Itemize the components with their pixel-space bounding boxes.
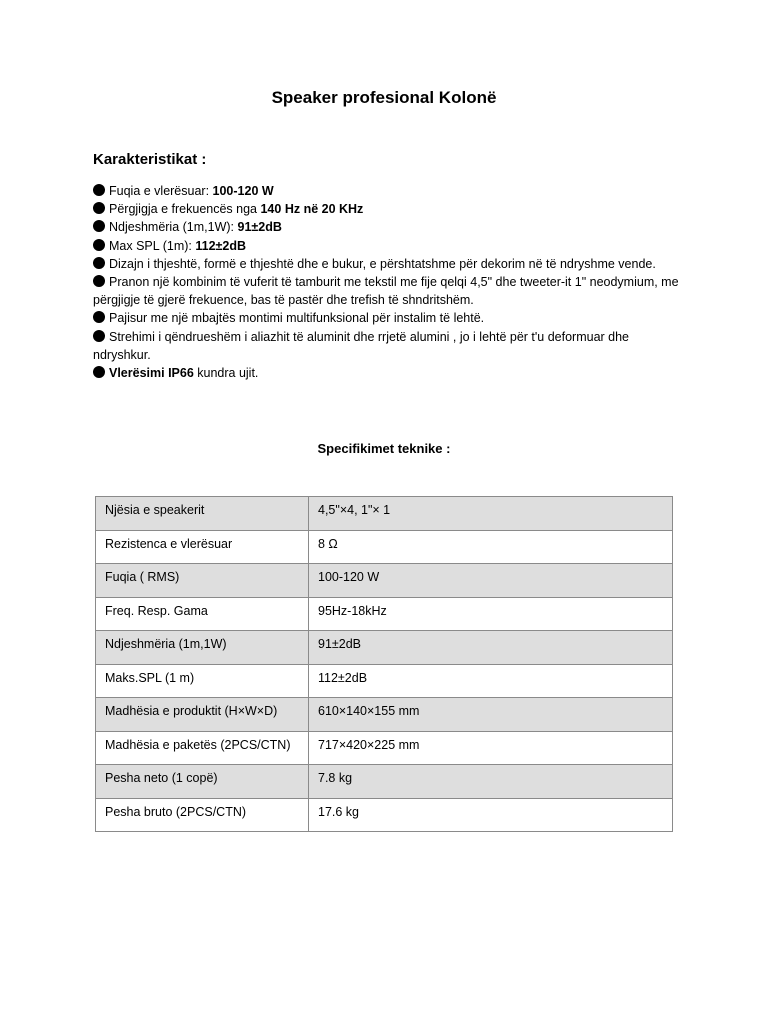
table-row xyxy=(96,698,673,732)
table-row xyxy=(96,497,673,531)
table-row xyxy=(96,765,673,799)
features-heading: Karakteristikat : xyxy=(93,151,207,168)
spec-label: Njësia e speakerit xyxy=(96,497,309,531)
spec-value: 112±2dB xyxy=(309,664,673,698)
bullet-icon xyxy=(93,330,105,342)
feature-item: Pranon një kombinim të vuferit të tamburit me tekstil me fije qelqi 4,5" dhe tweeter-it 1" neodymium, me përgjigje të gjerë frekuence, bas të pastër dhe trefish të shndritshëm. xyxy=(93,275,679,308)
bullet-icon xyxy=(93,311,105,323)
spec-label: Ndjeshmëria (1m,1W) xyxy=(96,631,309,665)
specs-table xyxy=(95,496,673,832)
bullet-icon xyxy=(93,275,105,287)
spec-label: Madhësia e produktit (H×W×D) xyxy=(96,698,309,732)
spec-label: Madhësia e paketës (2PCS/CTN) xyxy=(96,731,309,765)
table-row xyxy=(96,631,673,665)
page-title: Speaker profesional Kolonë xyxy=(271,88,497,107)
table-row xyxy=(96,731,673,765)
spec-label: Pesha bruto (2PCS/CTN) xyxy=(96,798,309,832)
table-row xyxy=(96,564,673,598)
table-row xyxy=(96,664,673,698)
table-row xyxy=(96,597,673,631)
feature-item: Strehimi i qëndrueshëm i aliazhit të aluminit dhe rrjetë alumini , jo i lehtë për t'u deformuar dhe ndryshkur. xyxy=(93,329,630,362)
spec-value: 7.8 kg xyxy=(309,765,673,799)
spec-value: 17.6 kg xyxy=(309,798,673,832)
spec-label: Freq. Resp. Gama xyxy=(96,597,309,631)
table-row xyxy=(96,798,673,832)
bullet-icon xyxy=(93,239,105,251)
bullet-icon xyxy=(93,366,105,378)
spec-label: Fuqia ( RMS) xyxy=(96,564,309,598)
feature-item: Fuqia e vlerësuar: 100-120 W xyxy=(93,182,683,200)
spec-label: Maks.SPL (1 m) xyxy=(96,664,309,698)
spec-value: 91±2dB xyxy=(309,631,673,665)
feature-item: Përgjigja e frekuencës nga 140 Hz në 20 KHz xyxy=(93,200,683,218)
bullet-icon xyxy=(93,202,105,214)
spec-value: 95Hz-18kHz xyxy=(309,597,673,631)
spec-value: 4,5"×4, 1"× 1 xyxy=(309,497,673,531)
feature-item: Ndjeshmëria (1m,1W): 91±2dB xyxy=(93,218,683,236)
specs-heading: Specifikimet teknike : xyxy=(317,441,451,456)
feature-item: Max SPL (1m): 112±2dB xyxy=(93,237,683,255)
feature-item: Pajisur me një mbajtës montimi multifunksional për instalim të lehtë. xyxy=(93,309,683,327)
bullet-icon xyxy=(93,257,105,269)
spec-label: Rezistenca e vlerësuar xyxy=(96,530,309,564)
spec-value: 717×420×225 mm xyxy=(309,731,673,765)
table-row xyxy=(96,530,673,564)
feature-item: Vlerësimi IP66 kundra ujit. xyxy=(93,364,683,382)
spec-value: 610×140×155 mm xyxy=(309,698,673,732)
spec-value: 8 Ω xyxy=(309,530,673,564)
spec-label: Pesha neto (1 copë) xyxy=(96,765,309,799)
spec-value: 100-120 W xyxy=(309,564,673,598)
bullet-icon xyxy=(93,220,105,232)
features-list xyxy=(93,182,683,382)
feature-item: Dizajn i thjeshtë, formë e thjeshtë dhe e bukur, e përshtatshme për dekorim në të ndryshme vende. xyxy=(93,255,683,273)
bullet-icon xyxy=(93,184,105,196)
